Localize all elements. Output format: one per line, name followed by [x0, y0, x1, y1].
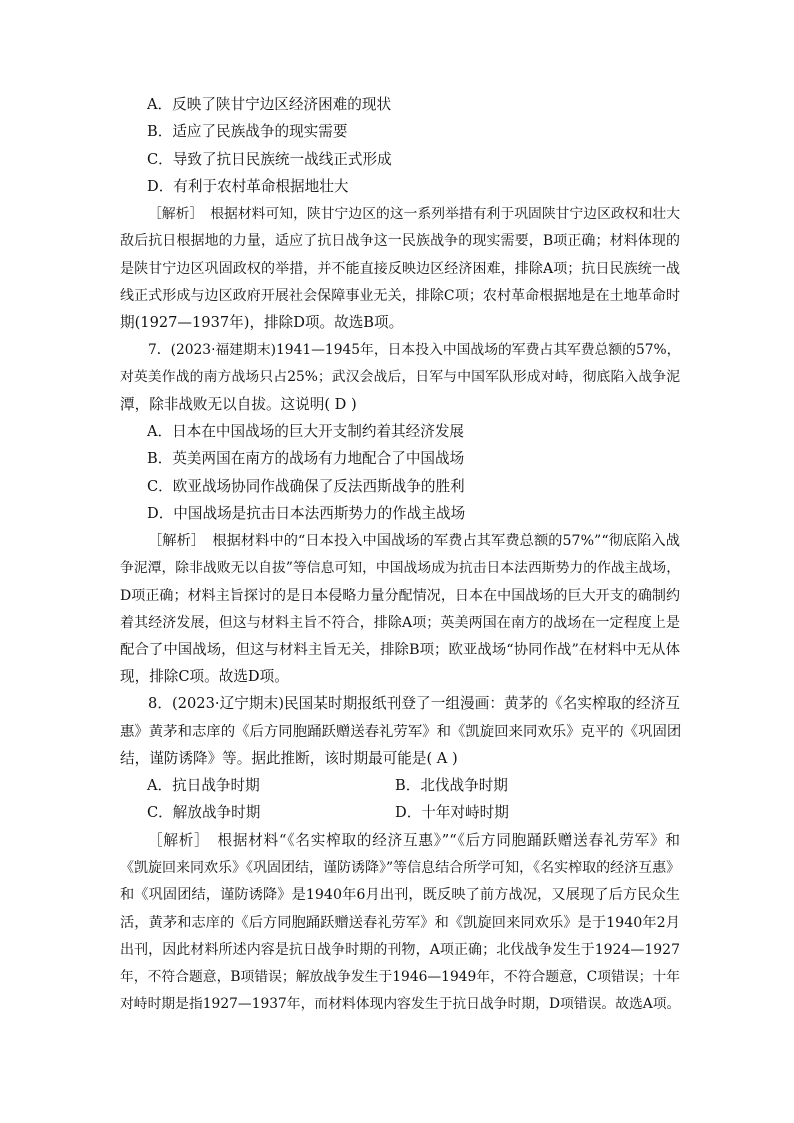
q8-stem-line: 惠》黄茅和志庠的《后方同胞踊跃赠送春礼劳军》和《凯旋回来同欢乐》克平的《巩固团 — [120, 724, 682, 740]
q6-option-c: C．导致了抗日民族统一战线正式形成 — [147, 151, 392, 168]
q6-analysis-line: 敌后抗日根据地的力量，适应了抗日战争这一民族战争的现实需要，B项正确；材料体现的 — [120, 233, 680, 249]
q6-analysis-line: ［解析］ 根据材料可知，陕甘宁边区的这一系列举措有利于巩固陕甘宁边区政权和壮大 — [148, 206, 680, 222]
q8-option-c: C．解放战争时期 — [147, 804, 261, 821]
q7-option-d: D．中国战场是抗击日本法西斯势力的作战主战场 — [147, 505, 466, 522]
q7-option-c: C．欧亚战场协同作战确保了反法西斯战争的胜利 — [147, 478, 465, 495]
q8-analysis-line: 出刊，因此材料所述内容是抗日战争时期的刊物，A项正确；北伐战争发生于1924—1927 — [120, 942, 680, 958]
q7-stem-line: 7．(2023·福建期末)1941—1945年，日本投入中国战场的军费占其军费总额的57%， — [148, 342, 681, 358]
q8-analysis-line: 《凯旋回来同欢乐》《巩固团结，谨防诱降》”等信息结合所学可知，《名实榨取的经济互惠》 — [120, 860, 681, 876]
q8-option-a: A．抗日战争时期 — [147, 777, 260, 794]
q8-stem-line: 结，谨防诱降》等。据此推断，该时期最可能是( A ) — [120, 750, 458, 767]
q8-option-b: B．北伐战争时期 — [395, 777, 508, 794]
q8-stem-line: 8．(2023·辽宁期末)民国某时期报纸刊登了一组漫画：黄茅的《名实榨取的经济互 — [148, 695, 680, 712]
q7-analysis-line: 现，排除C项。故选D项。 — [120, 668, 289, 685]
q7-option-b: B．英美两国在南方的战场有力地配合了中国战场 — [147, 450, 465, 467]
q6-analysis-line: 期(1927—1937年)，排除D项。故选B项。 — [120, 314, 404, 331]
q8-analysis-line: ［解析］ 根据材料“《名实榨取的经济互惠》”“《后方同胞踊跃赠送春礼劳军》和 — [148, 832, 680, 849]
q6-analysis-line: 是陕甘宁边区巩固政权的举措，并不能直接反映边区经济困难，排除A项；抗日民族统一战 — [120, 261, 680, 277]
q8-analysis-line: 和《巩固团结，谨防诱降》是1940年6月出刊，既反映了前方战况，又展现了后方民众生 — [120, 887, 680, 903]
q6-analysis-line: 线正式形成与边区政府开展社会保障事业无关，排除C项；农村革命根据地是在土地革命时 — [120, 288, 680, 304]
q8-analysis-line: 对峙时期是指1927—1937年，而材料体现内容发生于抗日战争时期，D项错误。故选A项。 — [120, 996, 681, 1012]
q7-analysis-line: ［解析］ 根据材料中的“日本投入中国战场的军费占其军费总额的57%”“彻底陷入战 — [148, 533, 680, 549]
q7-analysis-line: 着其经济发展，但这与材料主旨不符合，排除A项；英美两国在南方的战场在一定程度上是 — [120, 615, 680, 631]
q7-stem-line: 潭，除非战败无以自拔。这说明( D ) — [120, 396, 357, 413]
q8-analysis-line: 活，黄茅和志庠的《后方同胞踊跃赠送春礼劳军》和《凯旋回来同欢乐》是于1940年2月 — [120, 915, 680, 931]
q7-stem-line: 对英美作战的南方战场只占25%；武汉会战后，日军与中国军队形成对峙，彻底陷入战争泥 — [120, 369, 680, 385]
q7-analysis-line: D项正确；材料主旨探讨的是日本侵略力量分配情况，日本在中国战场的巨大开支的确制约 — [120, 588, 680, 604]
q8-option-d: D．十年对峙时期 — [395, 804, 509, 821]
q7-option-a: A．日本在中国战场的巨大开支制约着其经济发展 — [147, 423, 465, 440]
q6-option-a: A．反映了陕甘宁边区经济困难的现状 — [147, 96, 392, 113]
q8-analysis-line: 年，不符合题意，B项错误；解放战争发生于1946—1949年，不符合题意，C项错误；十年 — [120, 969, 681, 985]
q6-option-b: B．适应了民族战争的现实需要 — [147, 123, 348, 140]
q7-analysis-line: 配合了中国战场，但这与材料主旨无关，排除B项；欧亚战场“协同作战”在材料中无从体 — [120, 642, 680, 658]
q6-option-d: D．有利于农村革命根据地壮大 — [147, 178, 349, 195]
q7-analysis-line: 争泥潭，除非战败无以自拔”等信息可知，中国战场成为抗击日本法西斯势力的作战主战场， — [120, 560, 680, 576]
